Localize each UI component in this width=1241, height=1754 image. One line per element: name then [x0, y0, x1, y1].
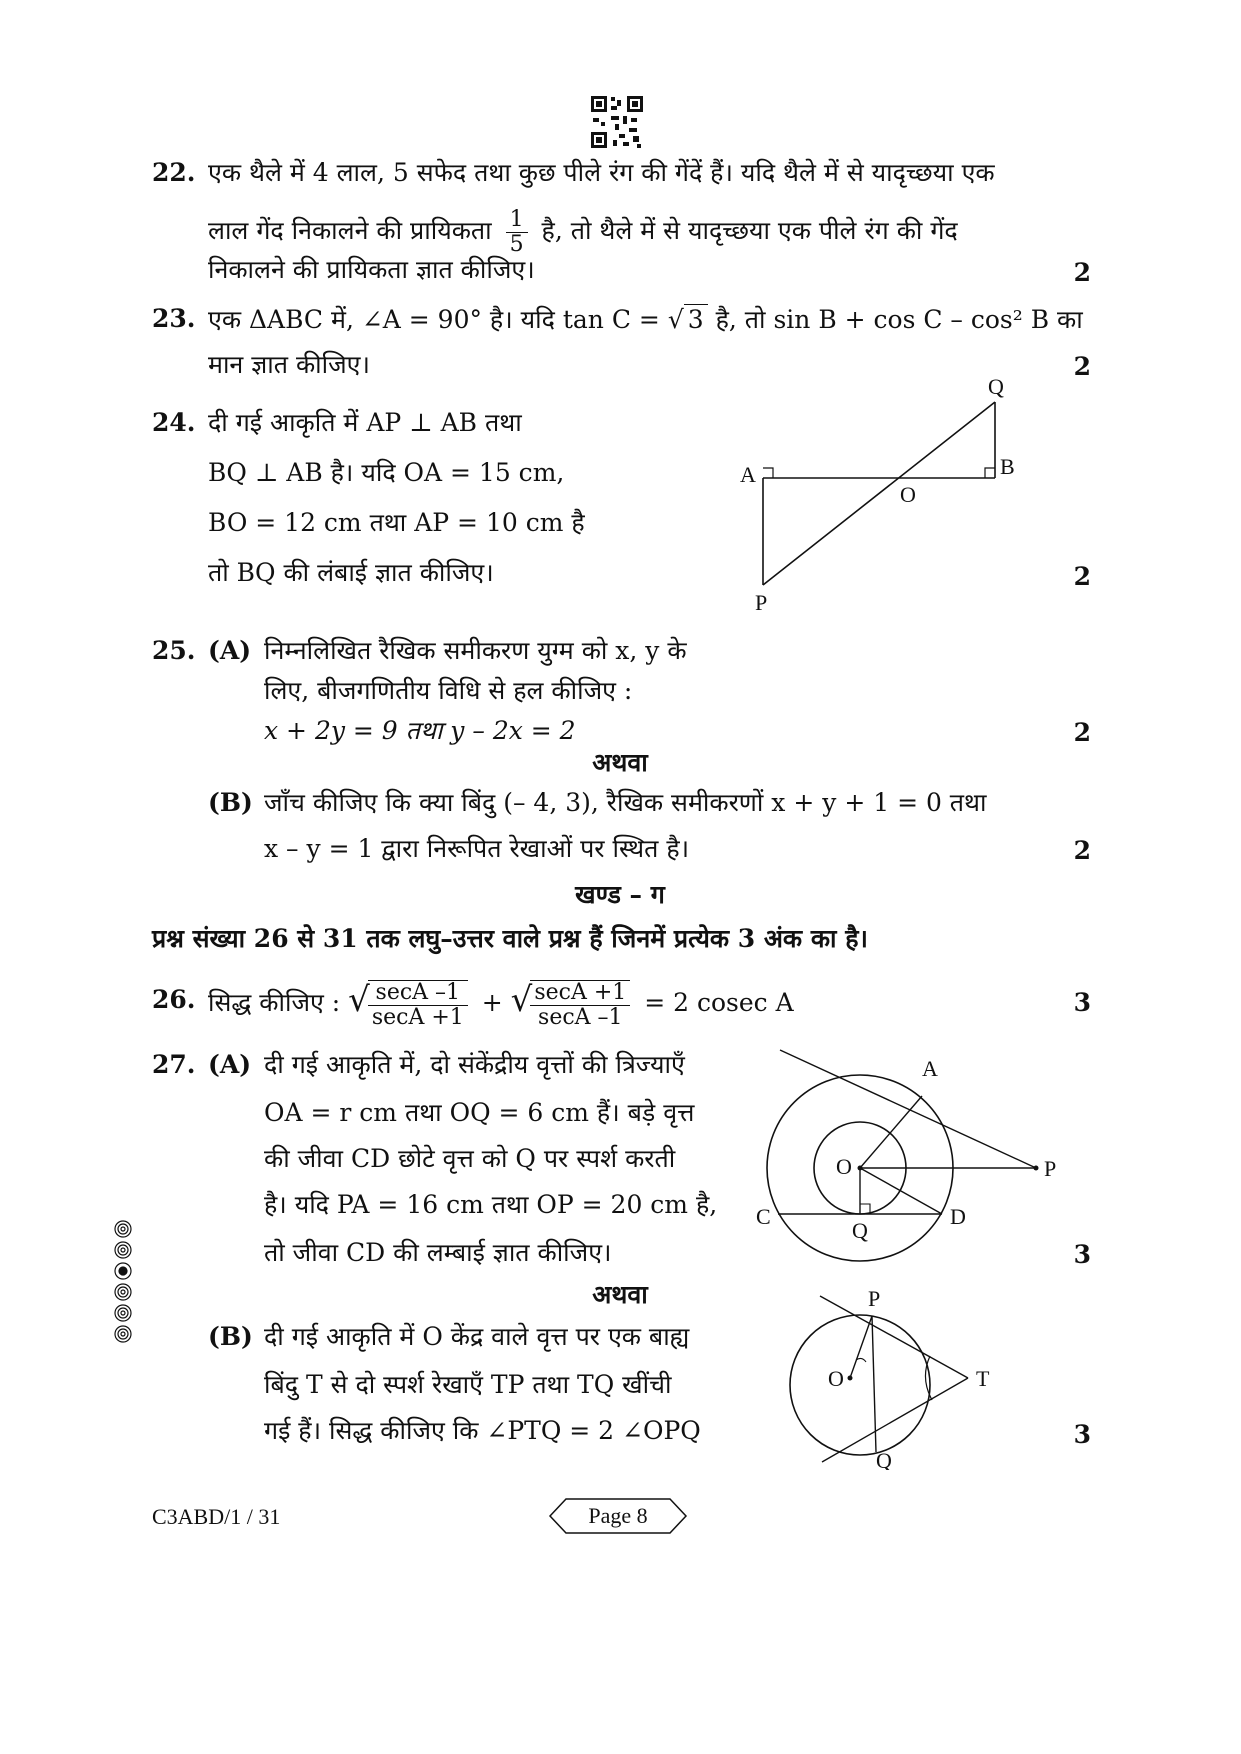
fraction: $\frac{1}{5}$: [506, 208, 528, 257]
question-number: 24.: [152, 408, 196, 437]
page-number: Page 8: [588, 1503, 648, 1528]
question-text: एक ΔABC में, ∠A = 90° है। यदि tan C = √ 3 है, तो sin B + cos C – cos² B का: [208, 305, 1083, 334]
question-number: 23.: [152, 304, 196, 333]
label-o: O: [828, 1366, 844, 1391]
label-q: Q: [852, 1218, 868, 1243]
paper-code: C3ABD/1 / 31: [152, 1504, 281, 1529]
label-a: A: [922, 1056, 938, 1081]
margin-spiral-icon: [112, 1218, 134, 1348]
figure-q24: [730, 370, 1030, 620]
label-c: C: [756, 1204, 771, 1229]
question-text: गई हैं। सिद्ध कीजिए कि ∠PTQ = 2 ∠OPQ: [264, 1416, 701, 1445]
marks: 2: [1073, 562, 1091, 591]
part-label: (B): [208, 1322, 253, 1351]
label-b: B: [1000, 454, 1015, 479]
marks: 3: [1073, 1240, 1091, 1269]
page-badge: [548, 1496, 688, 1536]
figure-q27a: [740, 1040, 1060, 1280]
right-angle-mark: [763, 468, 773, 478]
label-q: Q: [876, 1448, 892, 1470]
label-d: D: [950, 1204, 966, 1229]
question-text: तो BQ की लंबाई ज्ञात कीजिए।: [208, 558, 494, 587]
part-label: (B): [208, 788, 253, 817]
label-p: P: [755, 590, 768, 615]
line-oa: [860, 1096, 922, 1168]
question-text: लाल गेंद निकालने की प्रायिकता $\frac{1}{5}$ है, तो थैले में से यादृच्छया एक पीले रंग की गेंद: [208, 207, 958, 257]
question-text: जाँच कीजिए कि क्या बिंदु (– 4, 3), रैखिक समीकरणों x + y + 1 = 0 तथा: [264, 788, 987, 817]
part-label: (A): [208, 636, 252, 665]
question-text: दी गई आकृति में, दो संकेंद्रीय वृत्तों की त्रिज्याएँ: [264, 1050, 685, 1079]
question-text: x – y = 1 द्वारा निरूपित रेखाओं पर स्थित है।: [264, 834, 690, 863]
angle-arc: [856, 1358, 866, 1362]
question-text: बिंदु T से दो स्पर्श रेखाएँ TP तथा TQ खींची: [264, 1370, 672, 1399]
question-text: दी गई आकृति में O केंद्र वाले वृत्त पर एक बाह्य: [264, 1322, 690, 1351]
qr-code-icon: [589, 94, 645, 150]
question-text: एक थैले में 4 लाल, 5 सफेद तथा कुछ पीले रंग की गेंदें हैं। यदि थैले में से यादृच्छया एक: [208, 158, 995, 187]
question-text: की जीवा CD छोटे वृत्त को Q पर स्पर्श करती: [264, 1144, 676, 1173]
equation: x + 2y = 9 तथा y – 2x = 2: [264, 716, 576, 745]
label-t: T: [976, 1366, 990, 1391]
marks: 2: [1073, 258, 1091, 287]
point-p: [1034, 1166, 1039, 1171]
line-pq: [763, 402, 995, 585]
question-text: तो जीवा CD की लम्बाई ज्ञात कीजिए।: [264, 1238, 612, 1267]
section-instruction: प्रश्न संख्या 26 से 31 तक लघु–उत्तर वाले प्रश्न हैं जिनमें प्रत्येक 3 अंक का है।: [152, 924, 868, 953]
question-text: सिद्ध कीजिए : √ $\frac{\sec A -1}{\sec A +1}$ + √ $\frac{\sec A +1}{\sec A -1}$ = 2 cosec A: [208, 979, 794, 1030]
line-od: [860, 1168, 942, 1214]
center-point: [848, 1376, 853, 1381]
question-text: OA = r cm तथा OQ = 6 cm हैं। बड़े वृत्त: [264, 1098, 695, 1127]
question-text: BO = 12 cm तथा AP = 10 cm है: [208, 508, 585, 537]
question-number: 25.: [152, 636, 196, 665]
question-text: निम्नलिखित रैखिक समीकरण युग्म को x, y के: [264, 636, 687, 665]
tangent-tq: [822, 1378, 968, 1462]
question-number: 26.: [152, 985, 196, 1014]
question-text: लिए, बीजगणितीय विधि से हल कीजिए :: [264, 676, 633, 705]
question-text: है। यदि PA = 16 cm तथा OP = 20 cm है,: [264, 1190, 718, 1219]
question-text: BQ ⊥ AB है। यदि OA = 15 cm,: [208, 458, 565, 487]
label-a: A: [740, 462, 756, 487]
label-q: Q: [988, 374, 1004, 399]
question-text: दी गई आकृति में AP ⊥ AB तथा: [208, 408, 522, 437]
marks: 2: [1073, 836, 1091, 865]
circle-o: [790, 1315, 930, 1455]
part-label: (A): [208, 1050, 252, 1079]
question-text: मान ज्ञात कीजिए।: [208, 350, 370, 379]
label-o: O: [900, 482, 916, 507]
section-title: खण्ड – ग: [575, 880, 665, 909]
label-p: P: [1044, 1156, 1057, 1181]
label-p: P: [868, 1290, 881, 1311]
question-number: 22.: [152, 158, 196, 187]
center-point: [858, 1166, 863, 1171]
right-angle-mark: [985, 468, 995, 478]
marks: 3: [1073, 988, 1091, 1017]
question-text: निकालने की प्रायिकता ज्ञात कीजिए।: [208, 255, 535, 284]
or-divider: अथवा: [592, 748, 648, 777]
radius-op: [850, 1316, 872, 1378]
label-o: O: [836, 1154, 852, 1179]
figure-q27b: [780, 1290, 1020, 1470]
marks: 3: [1073, 1420, 1091, 1449]
or-divider: अथवा: [592, 1280, 648, 1309]
question-number: 27.: [152, 1050, 196, 1079]
marks: 2: [1073, 718, 1091, 747]
marks: 2: [1073, 352, 1091, 381]
